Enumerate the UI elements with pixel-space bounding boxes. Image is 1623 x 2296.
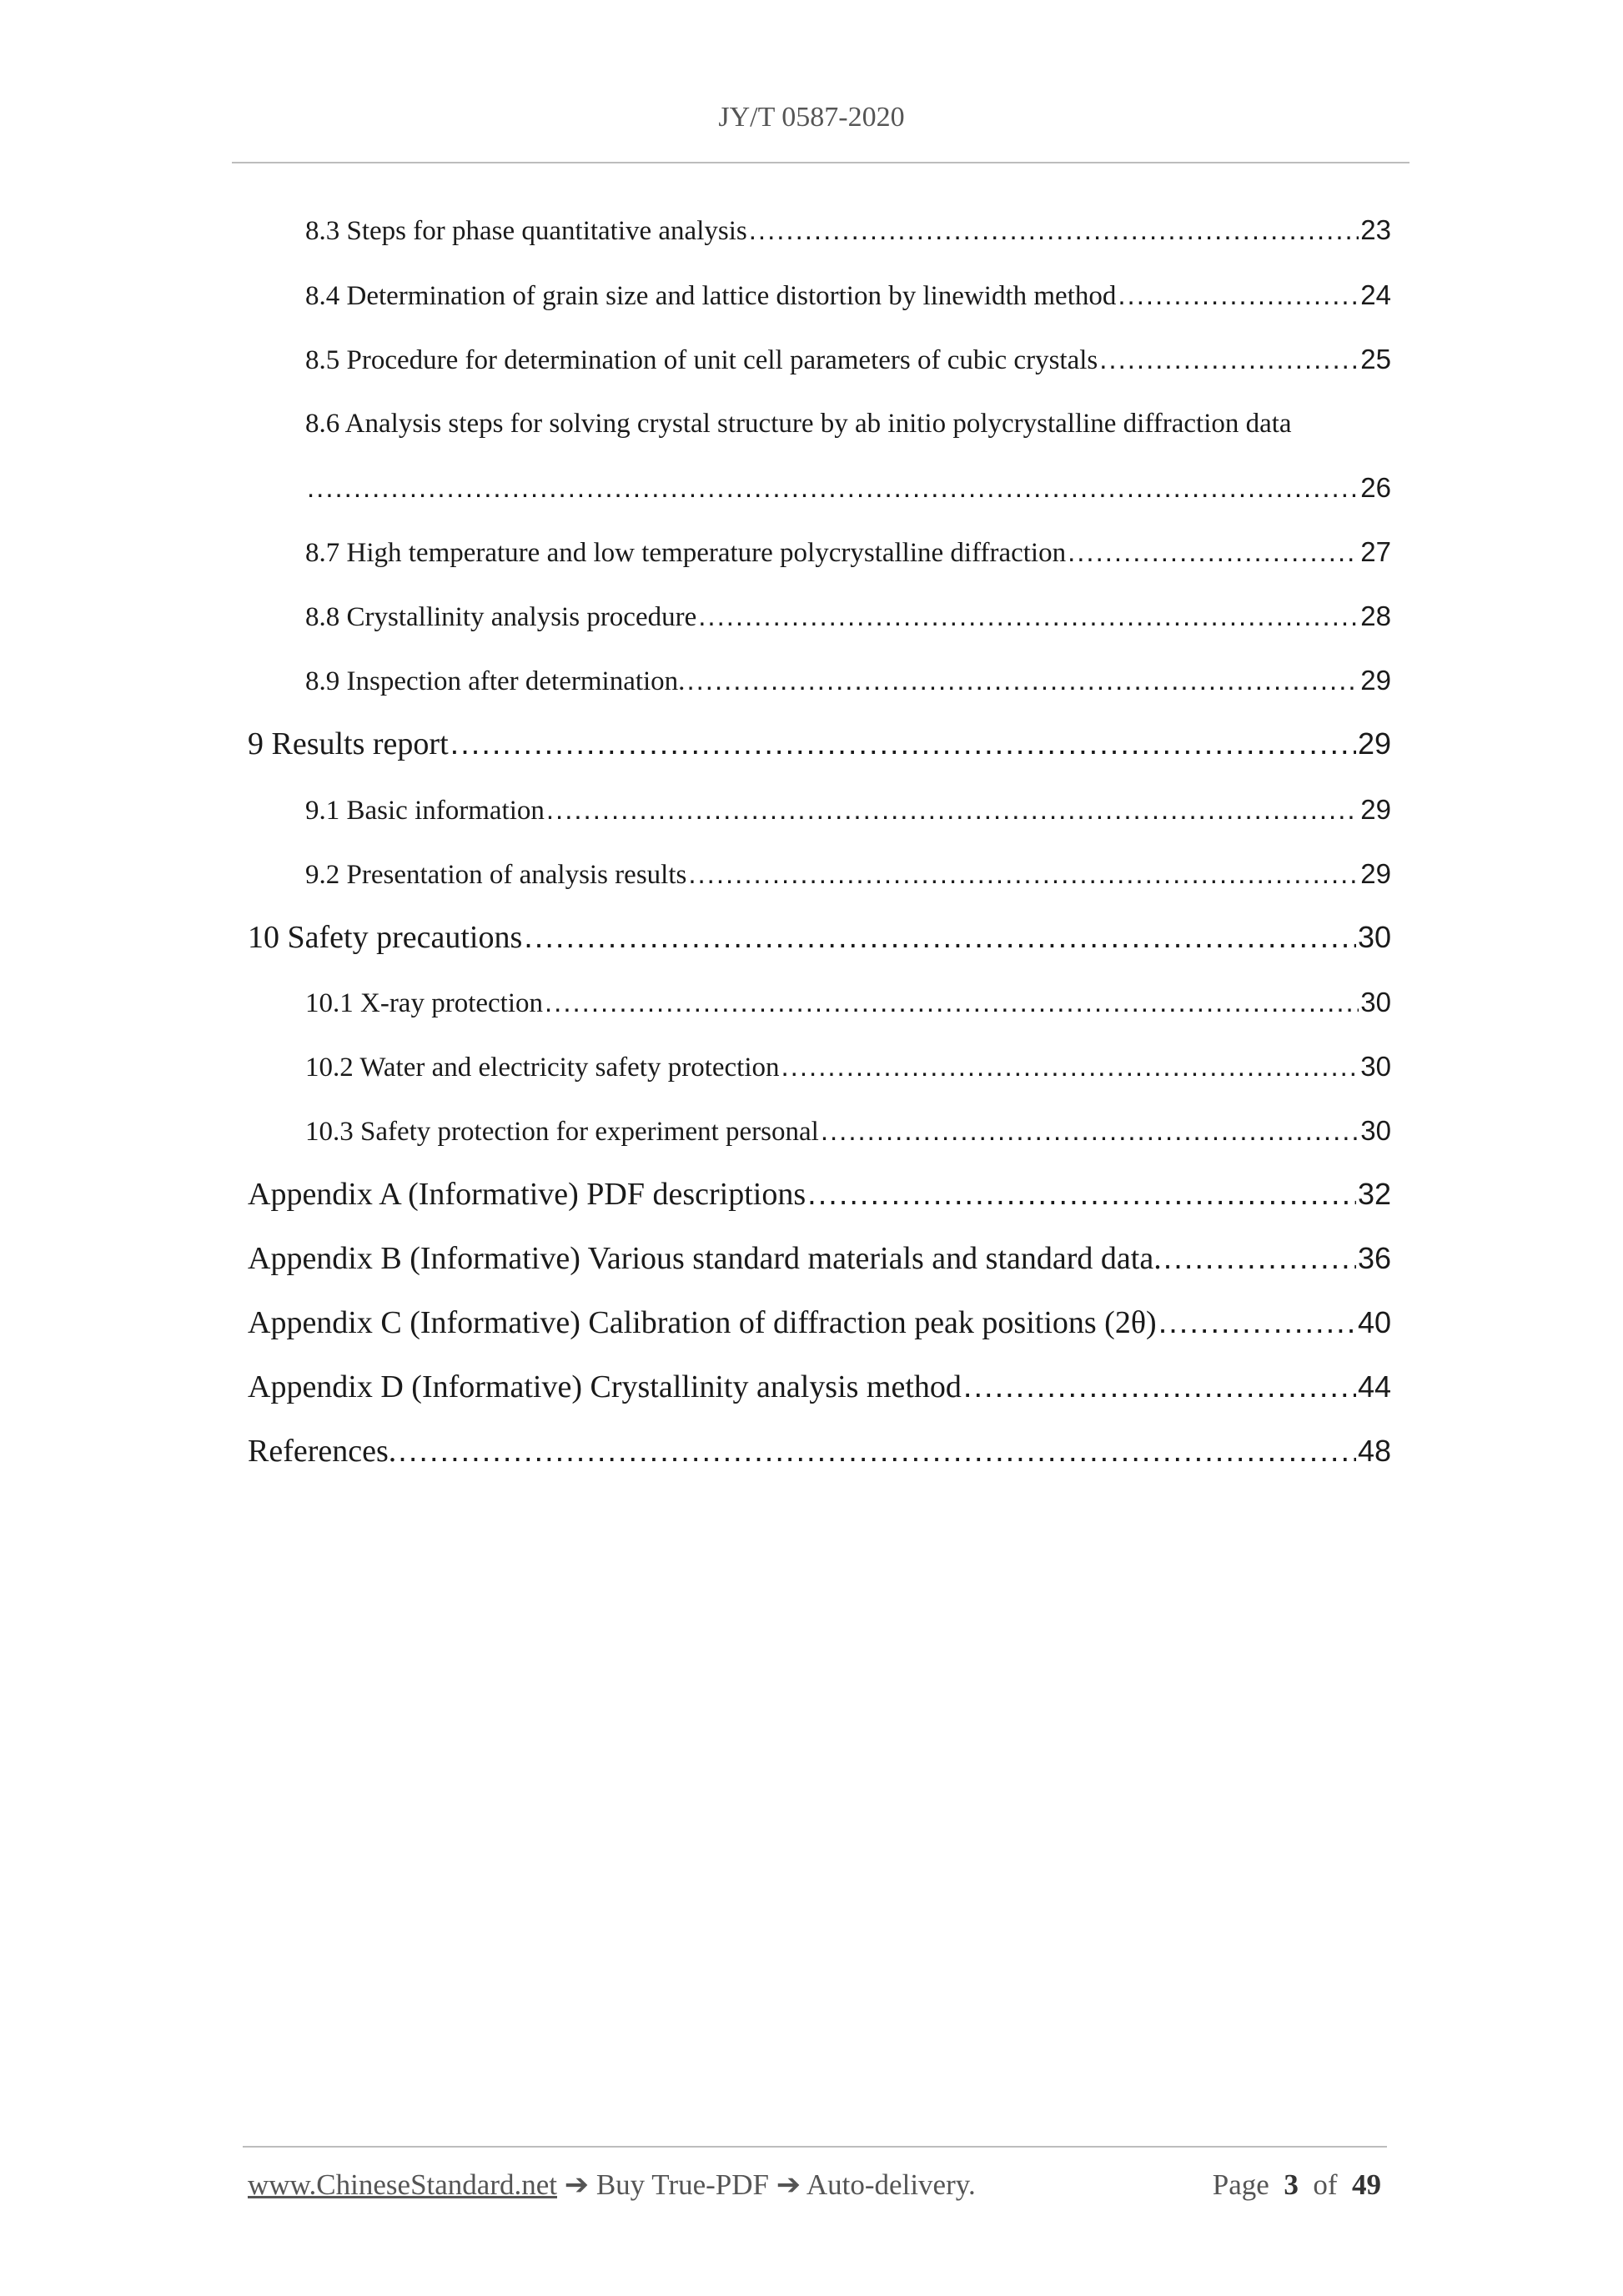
toc-entry-8-3[interactable] — [305, 205, 1391, 255]
page-current: 3 — [1284, 2168, 1299, 2201]
dot-leader — [781, 1042, 1359, 1092]
toc-title: 9.1 Basic information — [305, 796, 545, 826]
toc-entry-9-2[interactable] — [305, 849, 1391, 899]
arrow-right-icon: ➔ — [564, 2168, 590, 2201]
toc-page: 26 — [1360, 472, 1391, 503]
toc-page: 25 — [1360, 344, 1391, 374]
dot-leader — [688, 849, 1359, 899]
dot-leader — [807, 1169, 1356, 1219]
toc-page: 30 — [1360, 987, 1391, 1017]
toc-title: 10.2 Water and electricity safety protection — [305, 1053, 780, 1083]
dot-leader — [546, 785, 1359, 835]
dot-leader — [524, 912, 1356, 962]
toc-entry-8-6[interactable] — [305, 399, 1389, 449]
footer-promo — [248, 2168, 976, 2202]
toc-page: 30 — [1360, 1115, 1391, 1146]
toc-title: Appendix B (Informative) Various standard materials and standard data. — [248, 1241, 1162, 1276]
toc-entry-8-7[interactable] — [305, 527, 1391, 577]
document-header: JY/T 0587-2020 — [718, 102, 905, 133]
toc-title: 8.8 Crystallinity analysis procedure — [305, 602, 697, 632]
site-link[interactable]: www.ChineseStandard.net — [248, 2168, 557, 2201]
page-total: 49 — [1352, 2168, 1381, 2201]
dot-leader — [307, 463, 1359, 513]
dot-leader — [1068, 527, 1359, 577]
toc-title: 9.2 Presentation of analysis results — [305, 860, 687, 890]
footer-divider — [243, 2146, 1387, 2148]
of-label: of — [1313, 2168, 1338, 2201]
toc-entry-appendix-a[interactable] — [248, 1169, 1391, 1219]
toc-title: 8.7 High temperature and low temperature polycrystalline diffraction — [305, 538, 1067, 568]
dot-leader — [749, 205, 1359, 255]
toc-entry-8-4[interactable] — [305, 270, 1391, 320]
toc-entry-appendix-b[interactable] — [248, 1233, 1391, 1284]
toc-entry-8-5[interactable] — [305, 334, 1391, 384]
dot-leader — [698, 591, 1359, 641]
toc-page: 32 — [1357, 1177, 1391, 1211]
toc-entry-10-2[interactable] — [305, 1042, 1391, 1092]
toc-title: Appendix A (Informative) PDF descriptions — [248, 1177, 806, 1212]
toc-page: 30 — [1357, 920, 1391, 954]
dot-leader — [450, 719, 1356, 769]
dot-leader — [545, 977, 1359, 1027]
toc-title: 8.6 Analysis steps for solving crystal structure by ab initio polycrystalline diffraction data — [305, 409, 1292, 439]
dot-leader — [821, 1106, 1359, 1156]
toc-page: 27 — [1360, 536, 1391, 567]
toc-page: 40 — [1357, 1305, 1391, 1339]
toc-title: 8.9 Inspection after determination. — [305, 666, 686, 696]
toc-entry-9[interactable] — [248, 719, 1391, 769]
dot-leader — [1163, 1233, 1356, 1284]
page-number — [1213, 2168, 1381, 2202]
dot-leader — [1118, 270, 1359, 320]
dot-leader — [1158, 1298, 1356, 1348]
toc-title: Appendix D (Informative) Crystallinity analysis method — [248, 1369, 962, 1404]
toc-page: 29 — [1360, 665, 1391, 696]
toc-title: Appendix C (Informative) Calibration of diffraction peak positions (2θ) — [248, 1305, 1157, 1340]
toc-entry-8-6-continuation[interactable] — [305, 463, 1391, 513]
dot-leader — [686, 656, 1359, 706]
toc-page: 28 — [1360, 600, 1391, 631]
toc-title: 10 Safety precautions — [248, 920, 523, 955]
toc-title: 10.3 Safety protection for experiment personal — [305, 1117, 819, 1147]
toc-title: 8.4 Determination of grain size and lattice distortion by linewidth method — [305, 281, 1117, 311]
toc-title: 9 Results report — [248, 726, 449, 761]
dot-leader — [398, 1426, 1356, 1476]
toc-title: 10.1 X-ray protection — [305, 988, 543, 1018]
toc-page: 29 — [1357, 726, 1391, 761]
dot-leader — [1099, 334, 1359, 384]
arrow-right-icon: ➔ — [776, 2168, 801, 2201]
delivery-text: Auto-delivery. — [806, 2168, 976, 2201]
toc-entry-10[interactable] — [248, 912, 1391, 962]
toc-entry-8-8[interactable] — [305, 591, 1391, 641]
toc-page: 36 — [1357, 1241, 1391, 1275]
toc-entry-10-1[interactable] — [305, 977, 1391, 1027]
buy-text: Buy True-PDF — [595, 2168, 769, 2201]
toc-title: 8.3 Steps for phase quantitative analysis — [305, 216, 747, 246]
toc-page: 29 — [1360, 858, 1391, 889]
toc-entry-appendix-c[interactable] — [248, 1298, 1391, 1348]
toc-entry-8-9[interactable] — [305, 656, 1391, 706]
toc-entry-appendix-d[interactable] — [248, 1362, 1391, 1412]
page-label: Page — [1212, 2168, 1269, 2201]
toc-entry-9-1[interactable] — [305, 785, 1391, 835]
toc-title: 8.5 Procedure for determination of unit cell parameters of cubic crystals — [305, 345, 1098, 375]
toc-page: 44 — [1357, 1369, 1391, 1404]
toc-title: References. — [248, 1434, 397, 1469]
toc-page: 24 — [1360, 279, 1391, 310]
toc-page: 23 — [1360, 214, 1391, 245]
toc-entry-references[interactable] — [248, 1426, 1391, 1476]
dot-leader — [963, 1362, 1356, 1412]
toc-page: 29 — [1360, 794, 1391, 825]
toc-page: 30 — [1360, 1051, 1391, 1082]
toc-entry-10-3[interactable] — [305, 1106, 1391, 1156]
toc-page: 48 — [1357, 1434, 1391, 1468]
